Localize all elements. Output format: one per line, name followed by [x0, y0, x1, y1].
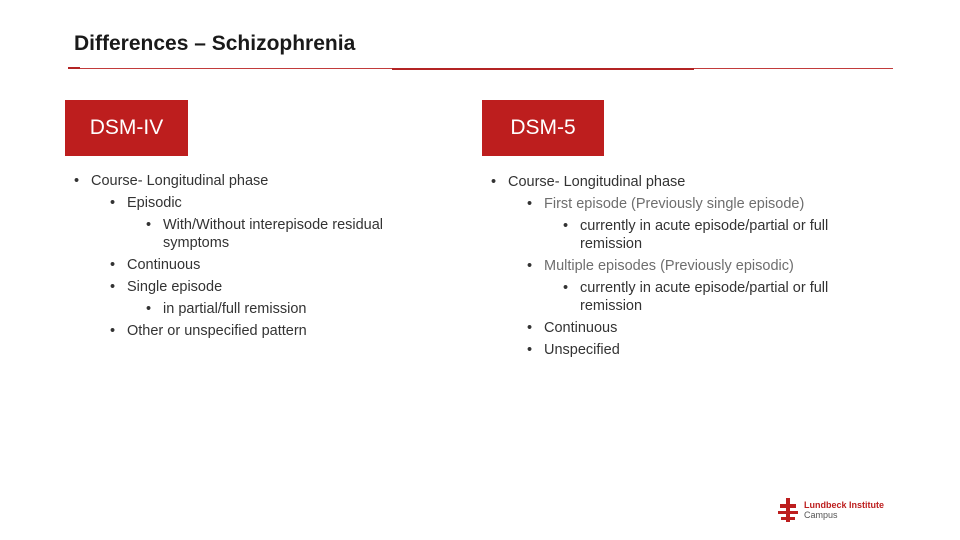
list-item: • Unspecified [527, 342, 620, 358]
dsm-5-list [487, 173, 887, 363]
list-item: • Course- Longitudinal phase [491, 174, 686, 190]
list-item: • Continuous [110, 257, 201, 273]
list-item: • Continuous [527, 320, 618, 336]
logo-name: Lundbeck Institute [804, 500, 885, 510]
list-item: • Multiple episodes (Previously episodic) [527, 258, 794, 274]
lundbeck-logo [778, 498, 898, 524]
list-item: • First episode (Previously single episode) [527, 196, 805, 212]
list-item: • Single episode [110, 279, 223, 295]
list-item: • in partial/full remission [146, 301, 307, 317]
title-rule-highlight [392, 68, 694, 70]
dsm-5-header: DSM-5 [482, 100, 604, 156]
lundbeck-logo-icon [778, 498, 798, 522]
title-rule-accent [68, 67, 80, 69]
page-title: Differences – Schizophrenia [74, 32, 356, 55]
list-item: • currently in acute episode/partial or full remission [563, 218, 829, 252]
dsm-iv-header: DSM-IV [65, 100, 188, 156]
list-item: • Other or unspecified pattern [110, 323, 307, 339]
list-item: • Episodic [110, 195, 182, 211]
list-item: • currently in acute episode/partial or full remission [563, 280, 829, 314]
dsm-iv-list [70, 172, 440, 344]
list-item: • With/Without interepisode residual symptoms [146, 217, 384, 251]
list-item: • Course- Longitudinal phase [74, 173, 269, 189]
logo-subtitle: Campus [804, 510, 838, 520]
